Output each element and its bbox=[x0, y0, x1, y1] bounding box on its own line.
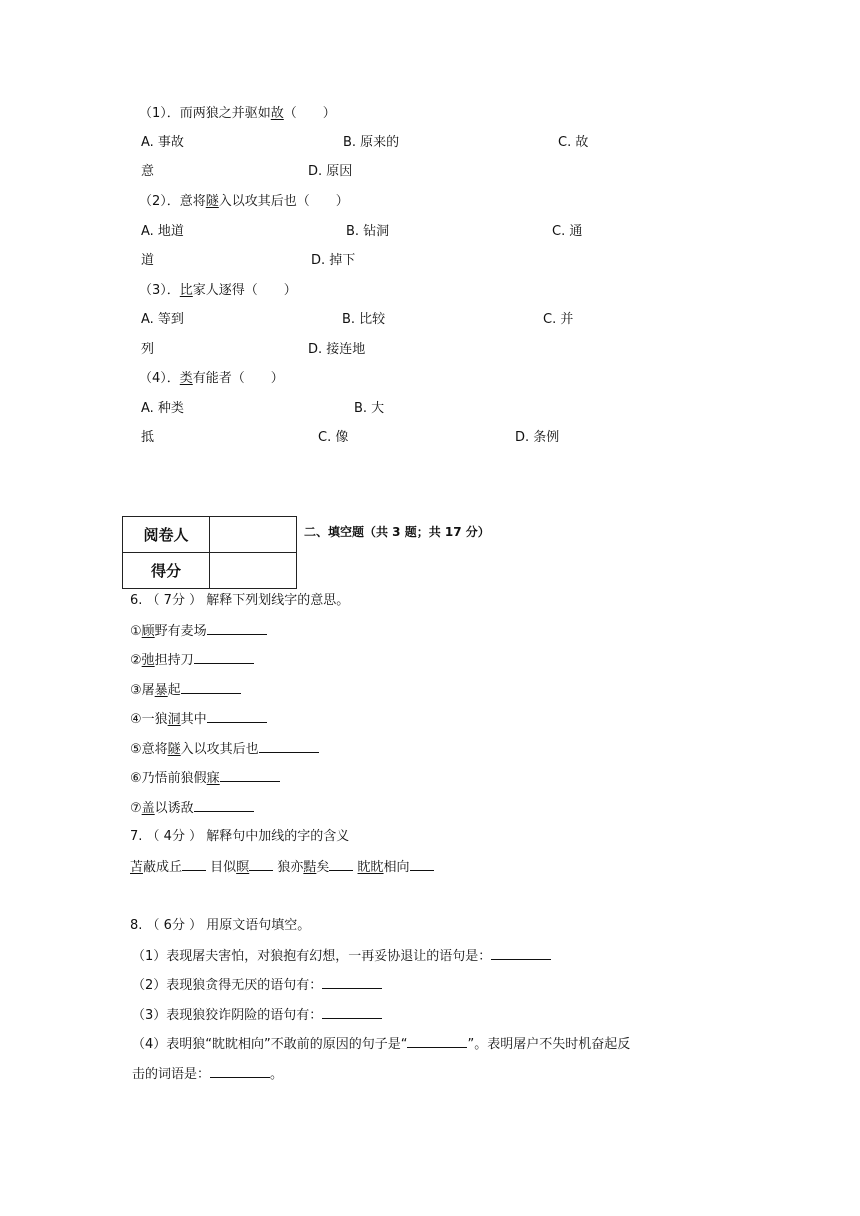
q6-item-4: ④一狼洞其中 bbox=[130, 710, 267, 729]
q6-item-6: ⑥乃悟前狼假寐 bbox=[130, 769, 280, 788]
q5-sub2-option-c-wrap: 道 bbox=[141, 253, 155, 268]
q5-sub2-option-c: C. 通 bbox=[552, 224, 583, 239]
q6-item-6-blank[interactable] bbox=[220, 769, 280, 782]
q8-line-5: 击的词语是： 。 bbox=[132, 1067, 284, 1082]
q8-blank-5[interactable] bbox=[210, 1065, 270, 1078]
q5-sub3-option-c: C. 并 bbox=[543, 312, 574, 327]
q5-sub1-option-b: B. 原来的 bbox=[343, 135, 400, 150]
q5-sub3-stem: （3）．比家人逐得（ ） bbox=[139, 283, 297, 298]
q6-item-7-blank[interactable] bbox=[194, 799, 254, 812]
q7-blank-2[interactable] bbox=[249, 858, 273, 871]
q5-sub4-option-b: B. 大 bbox=[354, 401, 385, 416]
score-cell[interactable] bbox=[210, 553, 297, 589]
q8-line-3: （3）表现狼狡诈阴险的语句有： bbox=[132, 1006, 382, 1025]
reviewer-label: 阅卷人 bbox=[123, 517, 210, 553]
q5-sub1-option-a: A. 事故 bbox=[141, 135, 184, 150]
q5-sub2-stem: （2）．意将隧入以攻其后也（ ） bbox=[139, 194, 349, 209]
q8-line-2: （2）表现狼贪得无厌的语句有： bbox=[132, 976, 382, 995]
q6-item-7: ⑦盖以诱敌 bbox=[130, 799, 254, 818]
q5-sub4-stem: （4）．类有能者（ ） bbox=[139, 371, 284, 386]
q6-item-2: ②弛担持刀 bbox=[130, 651, 254, 670]
q5-sub1-option-c: C. 故 bbox=[558, 135, 589, 150]
q7-blank-1[interactable] bbox=[182, 858, 206, 871]
q6-item-3-blank[interactable] bbox=[181, 681, 241, 694]
q5-sub1-option-c-wrap: 意 bbox=[141, 164, 155, 179]
q7-blank-3[interactable] bbox=[329, 858, 353, 871]
q7-blank-4[interactable] bbox=[410, 858, 434, 871]
q8-blank-4[interactable] bbox=[407, 1035, 467, 1048]
q5-sub4-option-b-wrap: 抵 bbox=[141, 430, 155, 445]
q6-item-4-blank[interactable] bbox=[207, 710, 267, 723]
q5-sub2-option-d: D. 掉下 bbox=[311, 253, 356, 268]
q8-blank-3[interactable] bbox=[322, 1006, 382, 1019]
q8-blank-1[interactable] bbox=[491, 947, 551, 960]
q8-line-4: （4）表明狼“眈眈相向”不敢前的原因的句子是“ ”。表明屠户不失时机奋起反 bbox=[132, 1037, 631, 1052]
q6-item-2-blank[interactable] bbox=[194, 651, 254, 664]
q8-blank-2[interactable] bbox=[322, 976, 382, 989]
q6-item-5-blank[interactable] bbox=[259, 740, 319, 753]
q5-sub1-option-d: D. 原因 bbox=[308, 164, 353, 179]
q5-sub4-option-d: D. 条例 bbox=[515, 430, 560, 445]
q5-sub2-option-a: A. 地道 bbox=[141, 224, 184, 239]
q6-item-1: ①顾野有麦场 bbox=[130, 622, 267, 641]
q5-sub4-option-a: A. 种类 bbox=[141, 401, 184, 416]
q6-item-1-blank[interactable] bbox=[207, 622, 267, 635]
q6-item-3: ③屠暴起 bbox=[130, 681, 241, 700]
section-2-title: 二、填空题（共 3 题；共 17 分） bbox=[304, 525, 490, 539]
q5-sub4-option-c: C. 像 bbox=[318, 430, 349, 445]
reviewer-cell[interactable] bbox=[210, 517, 297, 553]
q5-sub3-option-d: D. 接连地 bbox=[308, 342, 366, 357]
q7-items: 苫蔽成丘 目似瞑 狼亦黠矣 眈眈相向 bbox=[130, 858, 434, 877]
score-table bbox=[122, 516, 297, 589]
q5-sub1-stem: （1）．而两狼之并驱如故（ ） bbox=[139, 106, 336, 121]
q5-sub3-option-a: A. 等到 bbox=[141, 312, 184, 327]
q8-line-1: （1）表现屠夫害怕，对狼抱有幻想，一再妥协退让的语句是： bbox=[132, 947, 551, 966]
score-label: 得分 bbox=[123, 553, 210, 589]
q8-header: 8. （ 6分 ） 用原文语句填空。 bbox=[130, 918, 311, 933]
q7-header: 7. （ 4分 ） 解释句中加线的字的含义 bbox=[130, 829, 350, 844]
q5-sub2-option-b: B. 钻洞 bbox=[346, 224, 390, 239]
q5-sub3-option-c-wrap: 列 bbox=[141, 342, 155, 357]
q6-header: 6. （ 7分 ） 解释下列划线字的意思。 bbox=[130, 593, 350, 608]
q5-sub3-option-b: B. 比较 bbox=[342, 312, 386, 327]
q6-item-5: ⑤意将隧入以攻其后也 bbox=[130, 740, 319, 759]
